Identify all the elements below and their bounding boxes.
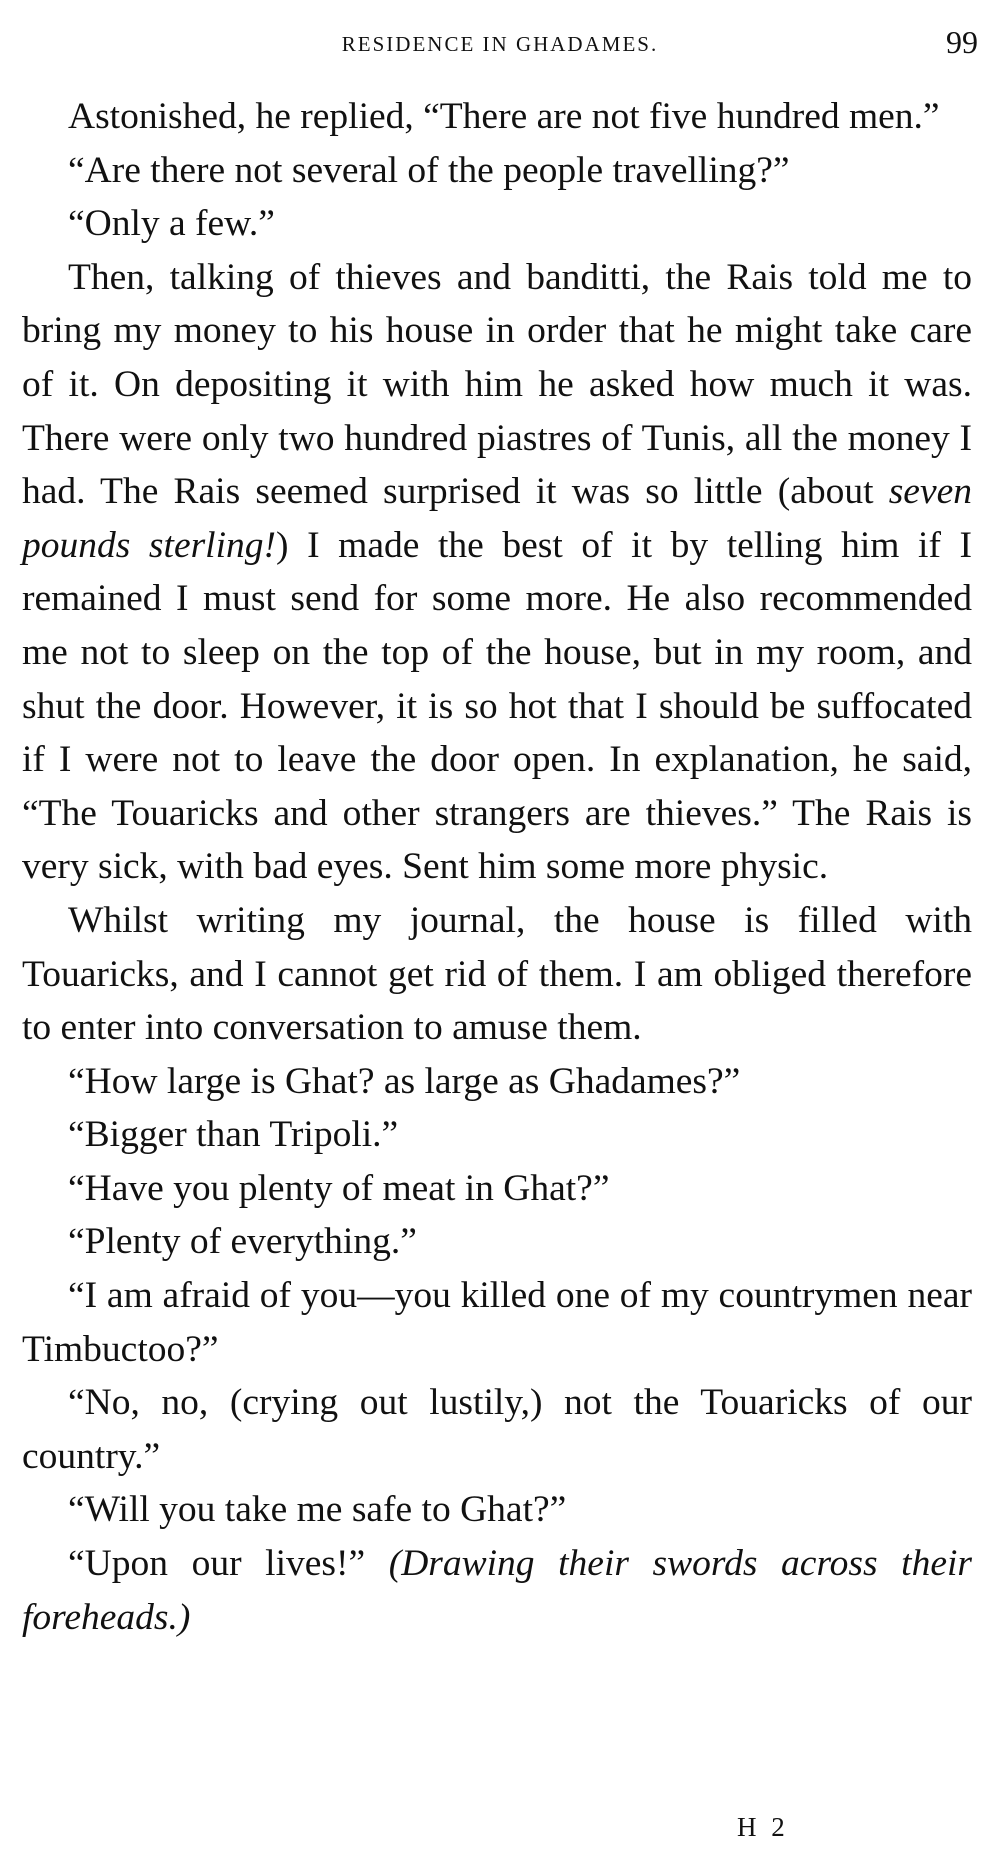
paragraph: “Only a few.” <box>68 203 275 245</box>
paragraph: Whilst writing my journal, the house is filled with Touaricks, and I cannot get rid of them. I am obliged therefore to enter into conversation to amuse them. <box>22 899 972 1049</box>
page-number: 99 <box>946 24 978 60</box>
paragraph: “Bigger than Tripoli.” <box>68 1114 399 1156</box>
running-head <box>22 24 978 64</box>
running-title: RESIDENCE IN GHADAMES. <box>341 32 659 56</box>
italic-stage-direction: (Drawing their swords across their foreheads.) <box>22 1543 972 1638</box>
italic-phrase: seven pounds sterling! <box>22 471 972 566</box>
paragraph: “I am afraid of you—you killed one of my countrymen near Timbuctoo?” <box>22 1275 972 1370</box>
paragraph: “No, no, (crying out lustily,) not the Touaricks of our country.” <box>22 1382 972 1477</box>
paragraph: “How large is Ghat? as large as Ghadames?” <box>68 1060 741 1102</box>
paragraph: “Are there not several of the people travelling?” <box>68 149 790 191</box>
paragraph: “Have you plenty of meat in Ghat?” <box>68 1167 610 1209</box>
signature-mark: H 2 <box>737 1812 789 1842</box>
paragraph: “Plenty of everything.” <box>68 1221 417 1263</box>
paragraph: Astonished, he replied, “There are not five hundred men.” <box>68 96 940 137</box>
paragraph: “Upon our lives!” (Drawing their swords across their foreheads.) <box>22 1543 972 1638</box>
paragraph: Then, talking of thieves and banditti, the Rais told me to bring my money to his house in order that he might take care of it. On depositing it with him he asked how much it was. There were only two hundred piastres of Tunis, all the money I had. The Rais seemed surprised it was so little (about seven pounds sterling!) I made the best of it by telling him if I remained I must send for some more. He also recommended me not to sleep on the top of the house, but in my room, and shut the door. However, it is so hot that I should be suffocated if I were not to leave the door open. In explanation, he said, “The Touaricks and other strangers are thieves.” The Rais is very sick, with bad eyes. Sent him some more physic. <box>22 256 973 888</box>
body-text <box>22 90 972 1644</box>
paragraph: “Will you take me safe to Ghat?” <box>68 1489 567 1531</box>
